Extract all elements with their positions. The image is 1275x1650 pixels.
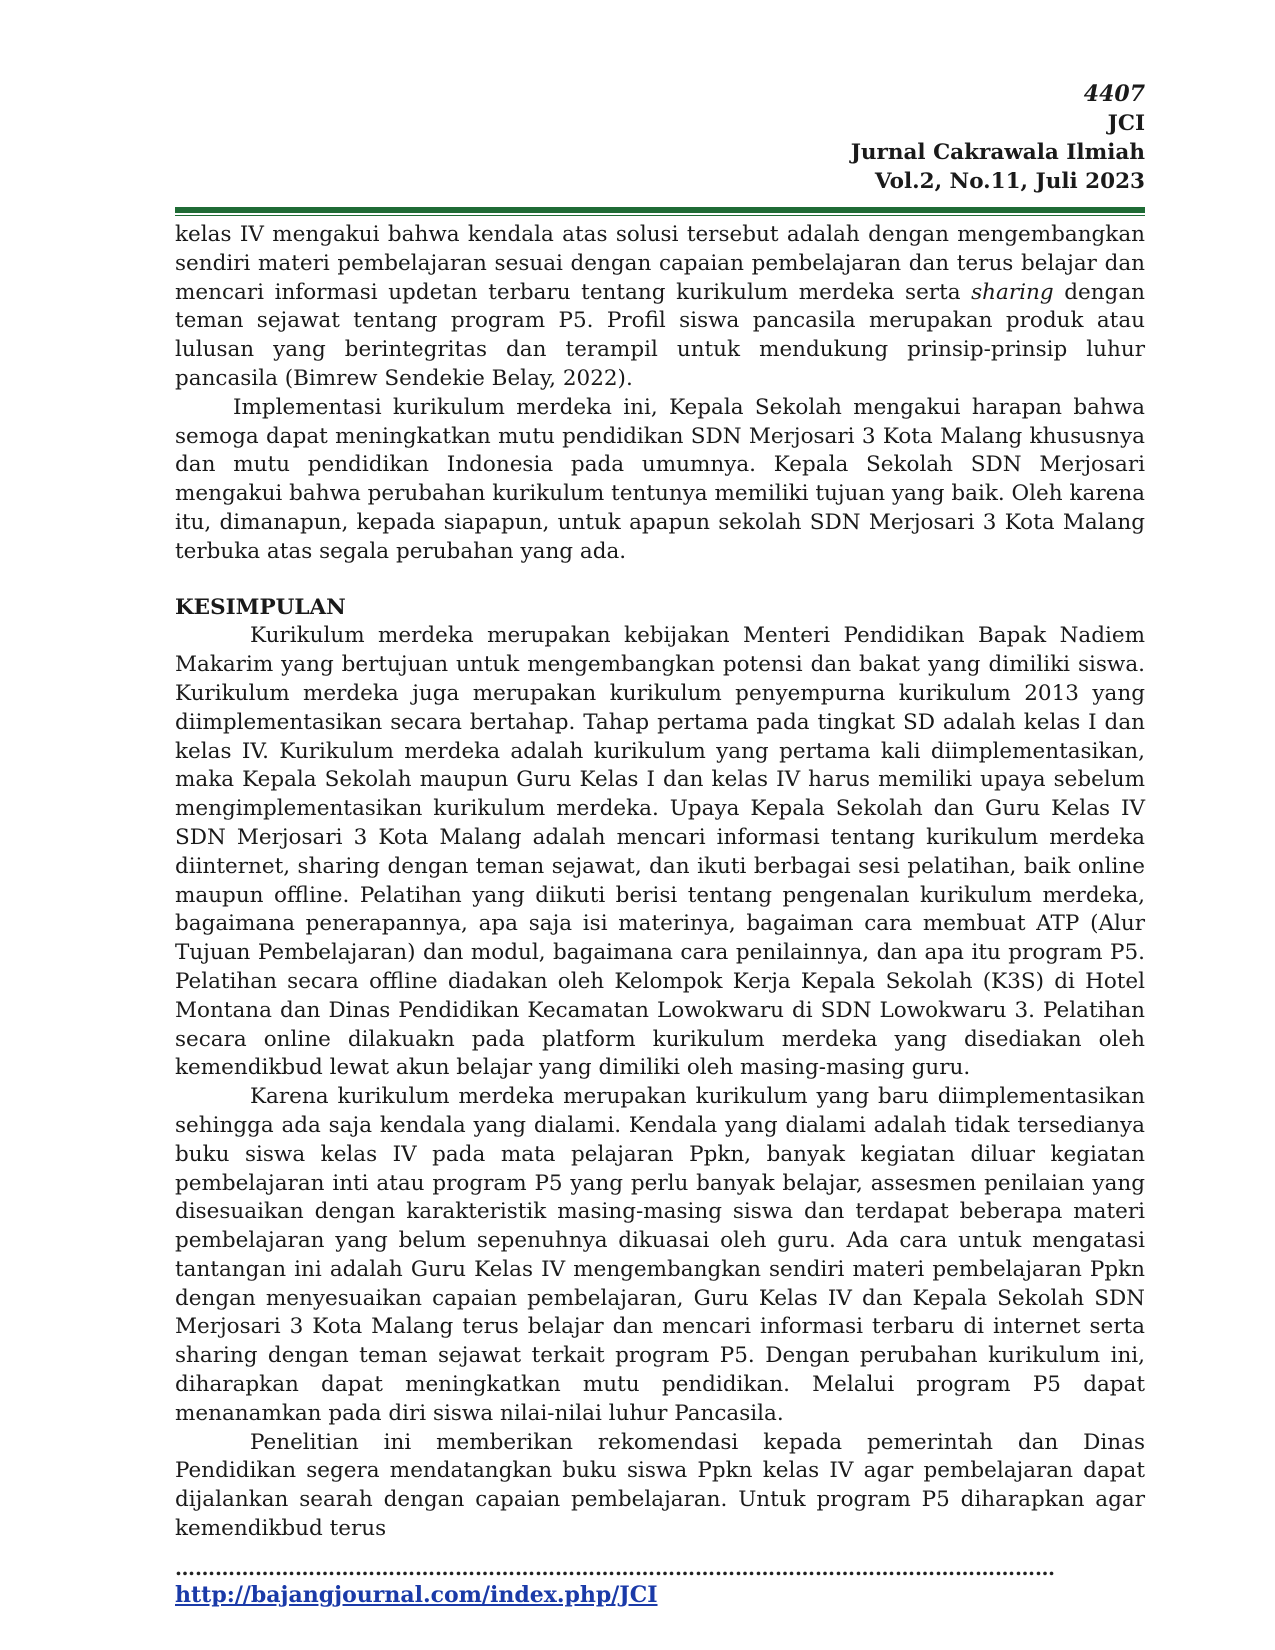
header-divider-thin <box>175 215 1145 216</box>
journal-name: Jurnal Cakrawala Ilmiah <box>850 140 1145 165</box>
paragraph-4: Karena kurikulum merdeka merupakan kurikulum yang baru diimplementasikan sehingga ada saja kendala yang dialami. Kendala yang dialami adalah tidak tersedianya buku siswa kelas IV pada mata pelajaran Ppkn, banyak kegiatan diluar kegiatan pembelajaran inti atau program P5 yang perlu banyak belajar, assesmen penilaian yang disesuaikan dengan karakteristik masing-masing siswa dan terdapat beberapa materi pembelajaran yang belum sepenuhnya dikuasai oleh guru. Ada cara untuk mengatasi tantangan ini adalah Guru Kelas IV mengembangkan sendiri materi pembelajaran Ppkn dengan menyesuaikan capaian pembelajaran, Guru Kelas IV dan Kepala Sekolah SDN Merjosari 3 Kota Malang terus belajar dan mencari informasi terbaru di internet serta sharing dengan teman sejawat terkait program P5. Dengan perubahan kurikulum ini, diharapkan dapat meningkatkan mutu pendidikan. Melalui program P5 dapat menanamkan pada diri siswa nilai-nilai luhur Pancasila. <box>175 1084 1145 1426</box>
page-footer <box>175 1558 1145 1608</box>
section-heading: KESIMPULAN <box>175 594 346 620</box>
header-divider-thick <box>175 207 1145 213</box>
journal-header <box>851 80 1145 196</box>
footer-dotted-line: …………………………………………………………………………………………………………………… <box>175 1558 1055 1578</box>
header-divider <box>175 207 1145 216</box>
paragraph-1 <box>175 221 1145 394</box>
paragraph-1-italic: sharing <box>971 279 1054 305</box>
paragraph-2: Implementasi kurikulum merdeka ini, Kepala Sekolah mengakui harapan bahwa semoga dapat meningkatkan mutu pendidikan SDN Merjosari 3 Kota Malang khususnya dan mutu pendidikan Indonesia pada umumnya. Kepala Sekolah SDN Merjosari mengakui bahwa perubahan kurikulum tentunya memiliki tujuan yang baik. Oleh karena itu, dimanapun, kepada siapapun, untuk apapun sekolah SDN Merjosari 3 Kota Malang terbuka atas segala perubahan yang ada. <box>175 394 1145 564</box>
page-number: 4407 <box>1083 81 1145 107</box>
paragraph-1-part-a: kelas IV mengakui bahwa kendala atas solusi tersebut adalah dengan mengembangkan sendiri materi pembelajaran sesuai dengan capaian pembelajaran dan terus belajar dan mencari informasi updetan terbaru tentang kurikulum merdeka serta <box>175 222 1145 305</box>
paragraph-1-part-b: dengan teman sejawat tentang program P5. Profil siswa pancasila merupakan produk atau lulusan yang berintegritas dan terampil untuk mendukung prinsip-prinsip luhur pancasila (Bimrew Sendekie Belay, 2022). <box>175 279 1145 391</box>
journal-abbreviation: JCI <box>1107 111 1145 136</box>
paragraph-5: Penelitian ini memberikan rekomendasi kepada pemerintah dan Dinas Pendidikan segera mendatangkan buku siswa Ppkn kelas IV agar pembelajaran dapat dijalankan searah dengan capaian pembelajaran. Untuk program P5 diharapkan agar kemendikbud terus <box>175 1429 1145 1542</box>
paragraph-3: Kurikulum merdeka merupakan kebijakan Menteri Pendidikan Bapak Nadiem Makarim yang bertujuan untuk mengembangkan potensi dan bakat yang dimiliki siswa. Kurikulum merdeka juga merupakan kurikulum penyempurna kurikulum 2013 yang diimplementasikan secara bertahap. Tahap pertama pada tingkat SD adalah kelas I dan kelas IV. Kurikulum merdeka adalah kurikulum yang pertama kali diimplementasikan, maka Kepala Sekolah maupun Guru Kelas I dan kelas IV harus memiliki upaya sebelum mengimplementasikan kurikulum merdeka. Upaya Kepala Sekolah dan Guru Kelas IV SDN Merjosari 3 Kota Malang adalah mencari informasi tentang kurikulum merdeka diinternet, sharing dengan teman sejawat, dan ikuti berbagai sesi pelatihan, baik online maupun offline. Pelatihan yang diikuti berisi tentang pengenalan kurikulum merdeka, bagaimana penerapannya, apa saja isi materinya, bagaiman cara membuat ATP (Alur Tujuan Pembelajaran) dan modul, bagaimana cara penilainnya, dan apa itu program P5. Pelatihan secara offline diadakan oleh Kelompok Kerja Kepala Sekolah (K3S) di Hotel Montana dan Dinas Pendidikan Kecamatan Lowokwaru di SDN Lowokwaru 3. Pelatihan secara online dilakuakn pada platform kurikulum merdeka yang disediakan oleh kemendikbud lewat akun belajar yang dimiliki oleh masing-masing guru. <box>175 623 1145 1081</box>
journal-url-link[interactable]: http://bajangjournal.com/index.php/JCI <box>175 1582 658 1608</box>
journal-volume: Vol.2, No.11, Juli 2023 <box>874 169 1145 194</box>
article-body <box>175 221 1145 1544</box>
